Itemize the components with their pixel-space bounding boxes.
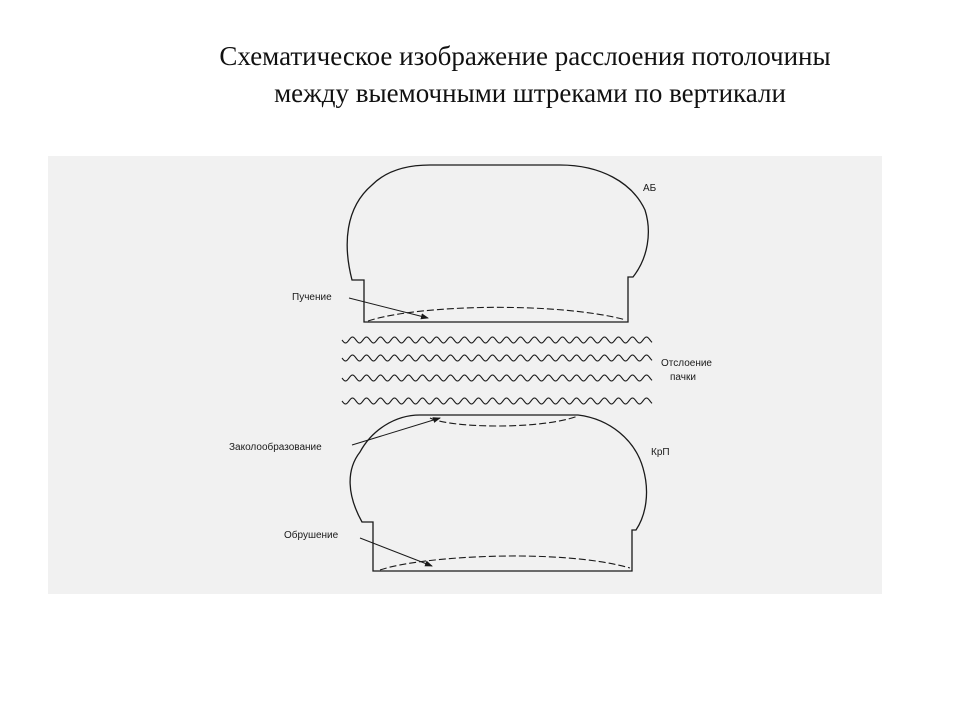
label-collapse: Обрушение xyxy=(284,530,339,541)
lower-drift-outline xyxy=(350,415,646,571)
heaving-leader-arrow xyxy=(349,298,428,318)
label-upper-drift: АБ xyxy=(643,183,657,194)
upper-drift-outline xyxy=(347,165,648,322)
label-heaving: Пучение xyxy=(292,292,332,303)
slide-title xyxy=(0,38,960,112)
separated-layer-1 xyxy=(342,337,652,343)
upper-drift-floor-heave xyxy=(368,307,626,321)
separated-layer-3 xyxy=(342,375,652,381)
diagram-panel xyxy=(48,156,882,594)
separated-layer-2 xyxy=(342,355,652,361)
collapse-leader-arrow xyxy=(360,538,432,566)
label-wedge-formation: Заколообразование xyxy=(229,442,322,453)
separated-layer-4 xyxy=(342,398,652,404)
roof-separation-diagram xyxy=(48,156,882,594)
title-line-2: между выемочными штреками по вертикали xyxy=(274,78,786,108)
wedge-leader-arrow xyxy=(352,418,440,445)
lower-drift-floor-collapse xyxy=(380,556,630,570)
label-separation-line-1: Отслоение xyxy=(661,358,712,369)
label-separation-line-2: пачки xyxy=(670,372,696,383)
label-lower-drift: КрП xyxy=(651,447,670,458)
lower-drift-roof-wedge xyxy=(430,416,578,426)
title-line-1: Схематическое изображение расслоения потолочины xyxy=(219,41,831,71)
